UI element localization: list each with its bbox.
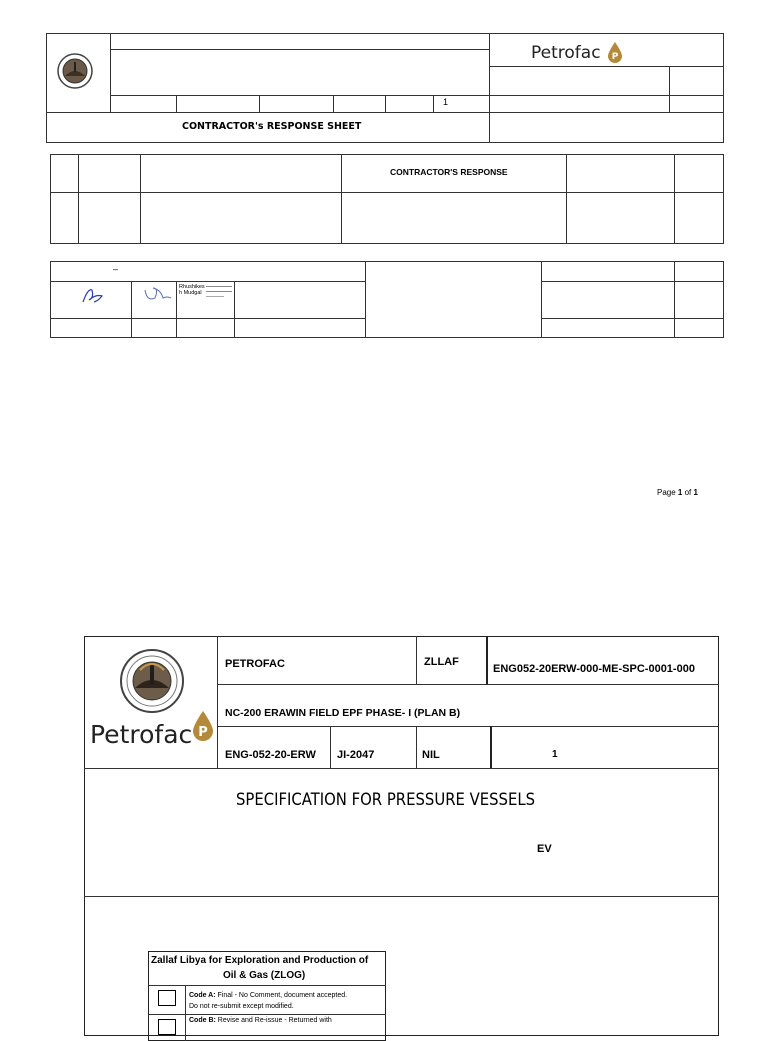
petrofac-drop-icon-large [192,710,214,742]
revision-field: 1 [552,749,558,760]
job-code: ENG-052-20-ERW [225,749,316,761]
review-box-title-line2: Oil & Gas (ZLOG) [223,970,306,981]
dash-mark: – [113,264,119,274]
code-b-checkbox[interactable] [158,1019,176,1035]
signature-2 [141,284,173,306]
brand-name: Petrofac [531,43,601,63]
page-indicator: Page 1 of 1 [657,488,698,497]
signature-1 [80,284,106,306]
document-title: SPECIFICATION FOR PRESSURE VESSELS [236,790,536,809]
ji-code: JI-2047 [337,749,375,761]
contractor-response-header: CONTRACTOR'S RESPONSE [390,167,508,177]
code-b-text: Code B: Revise and Re-issue - Returned with [189,1017,332,1024]
zallaf-logo-large [118,648,186,714]
response-table [50,154,724,244]
svg-text:P: P [198,725,208,740]
petrofac-drop-icon [607,41,623,63]
sheet-title: CONTRACTOR's RESPONSE SHEET [182,121,362,132]
code-a-checkbox[interactable] [158,990,176,1006]
document-number: ENG052-20ERW-000-ME-SPC-0001-000 [493,663,695,675]
stamp-small-text [206,284,232,298]
revision-label: EV [537,843,552,855]
client-code: ZLLAF [424,656,459,668]
brand-name-large: Petrofac [90,720,193,749]
zallaf-logo [55,52,95,90]
project-name: NC-200 ERAWIN FIELD EPF PHASE- I (PLAN B) [225,707,461,719]
code-a-text: Code A: Final - No Comment, document accepted. Do not re-submit except modified. [189,992,348,1010]
company-name: PETROFAC [225,658,285,670]
stamp-name: Rhushikes h Mudgal [179,284,205,296]
svg-text:P: P [611,52,619,62]
revision-number: 1 [443,97,449,107]
review-box-title-line1: Zallaf Libya for Exploration and Production of [151,955,369,966]
nil-field: NIL [422,749,440,761]
